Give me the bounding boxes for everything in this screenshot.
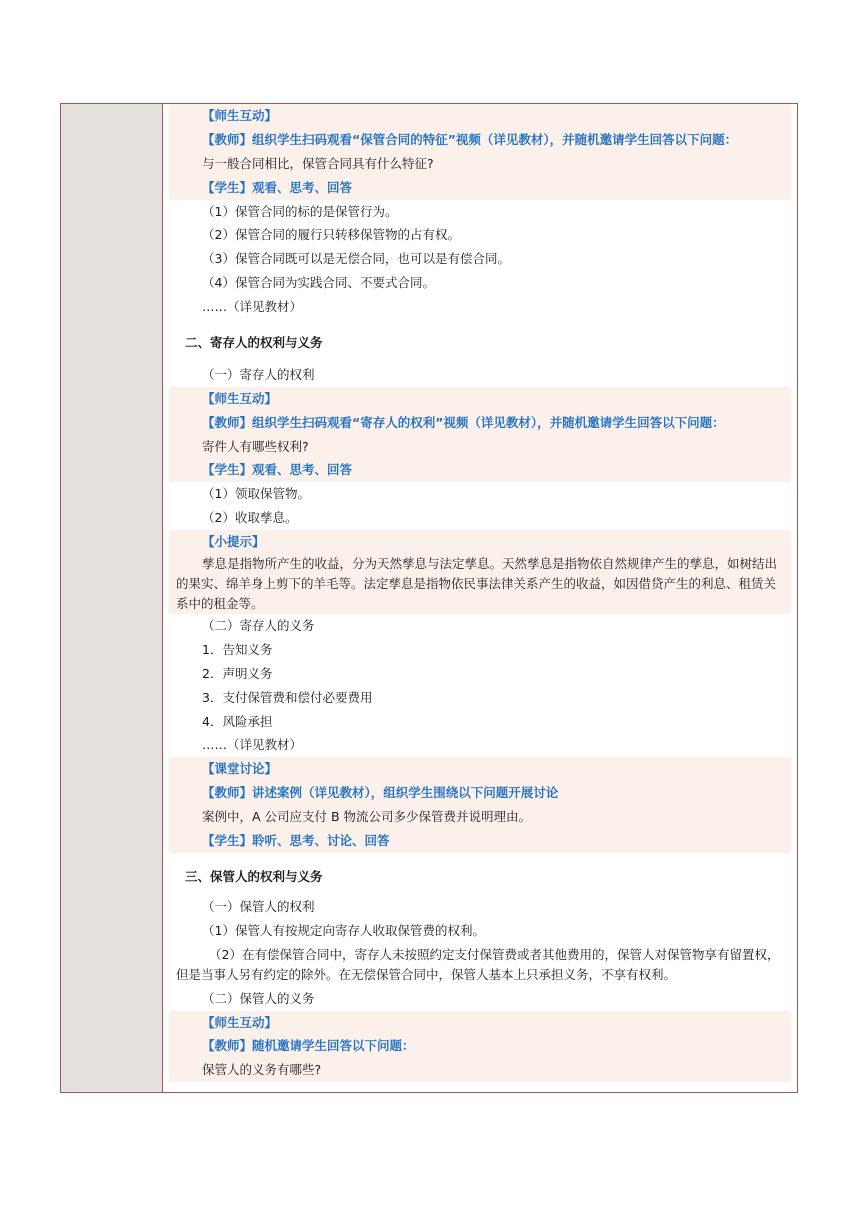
list-item: （2）在有偿保管合同中，寄存人未按照约定支付保管费或者其他费用的，保管人对保管物享有留置权，但是当事人另有约定的除外。在无偿保管合同中，保管人基本上只承担义务，不享有权利。 bbox=[176, 946, 780, 982]
subheading: （二）寄存人的义务 bbox=[202, 618, 315, 634]
teacher-prompt: 【教师】随机邀请学生回答以下问题： bbox=[202, 1038, 415, 1054]
list-item: （1）保管合同的标的是保管行为。 bbox=[202, 203, 398, 219]
discussion-block bbox=[169, 757, 791, 853]
duty-item: 3．支付保管费和偿付必要费用 bbox=[202, 689, 373, 705]
tip-block bbox=[169, 530, 791, 614]
duty-item: 2．声明义务 bbox=[202, 665, 273, 681]
student-response: 【学生】观看、思考、回答 bbox=[202, 462, 353, 478]
interaction-block-2 bbox=[169, 387, 791, 483]
duty-item: 1．告知义务 bbox=[202, 641, 273, 657]
tag-tip: 【小提示】 bbox=[202, 534, 265, 550]
subheading: （二）保管人的义务 bbox=[202, 990, 315, 1006]
lesson-table bbox=[60, 103, 798, 1093]
list-item: （4）保管合同为实践合同、不要式合同。 bbox=[202, 275, 435, 291]
interaction-block-3 bbox=[169, 1011, 791, 1083]
duty-item: 4．风险承担 bbox=[202, 713, 273, 729]
tag-interaction: 【师生互动】 bbox=[202, 108, 278, 123]
teacher-prompt: 【教师】组织学生扫码观看“保管合同的特征”视频（详见教材），并随机邀请学生回答以下问题： bbox=[202, 131, 738, 147]
question: 寄件人有哪些权利? bbox=[202, 438, 309, 454]
list-item: （2）收取孳息。 bbox=[202, 510, 298, 526]
teacher-prompt: 【教师】组织学生扫码观看“寄存人的权利”视频（详见教材），并随机邀请学生回答以下问题： bbox=[202, 414, 725, 430]
tag-interaction: 【师生互动】 bbox=[202, 1014, 278, 1030]
student-response: 【学生】聆听、思考、讨论、回答 bbox=[202, 833, 390, 849]
section-heading-3: 三、保管人的权利与义务 bbox=[185, 868, 323, 884]
list-item: （2）保管合同的履行只转移保管物的占有权。 bbox=[202, 227, 460, 243]
subheading: （一）寄存人的权利 bbox=[202, 366, 315, 382]
interaction-block-1 bbox=[169, 104, 791, 200]
section-heading-2: 二、寄存人的权利与义务 bbox=[185, 335, 323, 351]
student-response: 【学生】观看、思考、回答 bbox=[202, 179, 353, 195]
content-column bbox=[163, 104, 797, 1092]
tag-interaction: 【师生互动】 bbox=[202, 390, 278, 406]
list-item: （3）保管合同既可以是无偿合同，也可以是有偿合同。 bbox=[202, 251, 510, 267]
see-more: ……（详见教材） bbox=[202, 299, 303, 315]
tip-text: 孳息是指物所产生的收益，分为天然孳息与法定孳息。天然孳息是指物依自然规律产生的孳息，如树结出的果实、绵羊身上剪下的羊毛等。法定孳息是指物依民事法律关系产生的收益，如因借贷产生的利息、租赁关系中的租金等。 bbox=[176, 556, 778, 612]
question: 保管人的义务有哪些? bbox=[202, 1062, 322, 1078]
question: 案例中，A 公司应支付 B 物流公司多少保管费并说明理由。 bbox=[202, 809, 532, 825]
question: 与一般合同相比，保管合同具有什么特征? bbox=[202, 155, 434, 171]
teacher-prompt: 【教师】讲述案例（详见教材），组织学生围绕以下问题开展讨论 bbox=[202, 785, 559, 801]
subheading: （一）保管人的权利 bbox=[202, 898, 315, 914]
list-item: （1）保管人有按规定向寄存人收取保管费的权利。 bbox=[202, 922, 485, 938]
list-item: （1）领取保管物。 bbox=[202, 486, 310, 502]
see-more: ……（详见教材） bbox=[202, 737, 303, 753]
left-column bbox=[61, 104, 163, 1092]
tag-discussion: 【课堂讨论】 bbox=[202, 761, 278, 777]
